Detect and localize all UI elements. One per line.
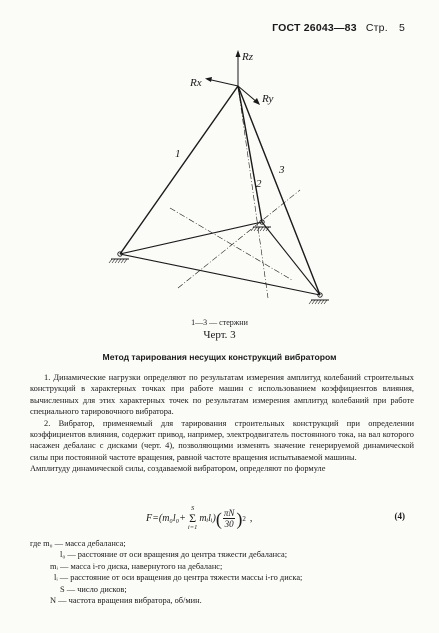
definition-item: где m₀ — масса дебаланса; [30,539,126,548]
paren-open-icon: ( [215,508,222,529]
formula-tail: , [249,513,253,524]
formula-m0l0: (m₀l₀+ [158,513,186,524]
paragraph-1: 1. Динамические нагрузки определяют по результатам измерения амплитуд колебаний строительных конструкций в характерных точках при работе машин с использованием коэффициентов влияния, вычисленных для этих характерных точек по результатам измерения амплитуд колебаний при работе специального тарировочного вибратора. [30,373,414,417]
projection-line-a [170,208,292,280]
definition-item: mᵢ — масса i-го диска, навернутого на дебаланс; [50,561,223,571]
member-2 [238,86,262,222]
formula-lhs: F= [146,513,159,524]
rx-arrow [205,77,212,82]
label-rz: Rz [242,51,253,63]
label-ry: Ry [262,93,274,105]
label-rx: Rx [190,77,202,89]
definition-item: lᵢ — расстояние от оси вращения до центра тяжести массы i-го диска; [54,573,303,583]
base-edge-c [262,222,320,295]
formula-fraction [223,508,236,529]
support-left [109,252,129,263]
definition-item: l₀ — расстояние от оси вращения до центра тяжести дебаланса; [60,550,288,560]
label-member-3: 3 [279,164,285,176]
sum-lower: i=1 [187,524,198,531]
amplitude-intro: Амплитуду динамической силы, создаваемой вибратором, определяют по формуле [30,464,326,474]
formula-sum [188,505,197,532]
formula-sum-term: mᵢlᵢ) [199,513,216,524]
standard-number: ГОСТ 26043—83 [272,22,357,34]
sum-upper: S [190,505,195,512]
figure-title: Черт. 3 [203,329,236,341]
body-text [30,372,414,475]
definition-item: N — частота вращения вибратора, об/мин. [50,596,202,606]
formula-block [0,497,439,535]
page-label: Стр. [365,22,388,34]
projection-line-b [178,190,300,288]
paren-close-icon: ) [236,508,243,529]
sigma-icon: Σ [189,511,197,525]
base-edge-b [120,254,320,295]
figure-caption: 1—3 — стержни [191,318,248,327]
definitions-list [30,538,420,606]
tripod-figure [0,40,439,320]
label-member-2: 2 [256,178,262,190]
page-header [272,22,405,34]
label-member-1: 1 [175,148,181,160]
definition-item: S — число дисков; [60,584,127,594]
rz-arrow [236,50,241,57]
section-title: Метод тарирования несущих конструкций вибратором [102,352,337,362]
fraction-denominator: 30 [224,519,234,529]
formula-expression [146,505,252,532]
projection-vertical [238,86,268,298]
formula-number: (4) [394,511,405,521]
member-3 [238,86,320,295]
formula-exponent: 2 [242,514,246,523]
member-1 [120,86,238,254]
fraction-numerator: πN [223,508,235,518]
rx-axis [207,79,238,86]
paragraph-2: 2. Вибратор, применяемый для тарирования строительных конструкций при определении коэффициентов влияния, содержит привод, например, электродвигатель постоянного тока, на вал которого насажен дебаланс с дисками (черт. 4), позволяющими изменять значение генерируемой динамической силы при постоянной частоте вращения, равной частоте вращения испытываемой машины. [30,418,414,462]
page-number: 5 [398,22,405,34]
